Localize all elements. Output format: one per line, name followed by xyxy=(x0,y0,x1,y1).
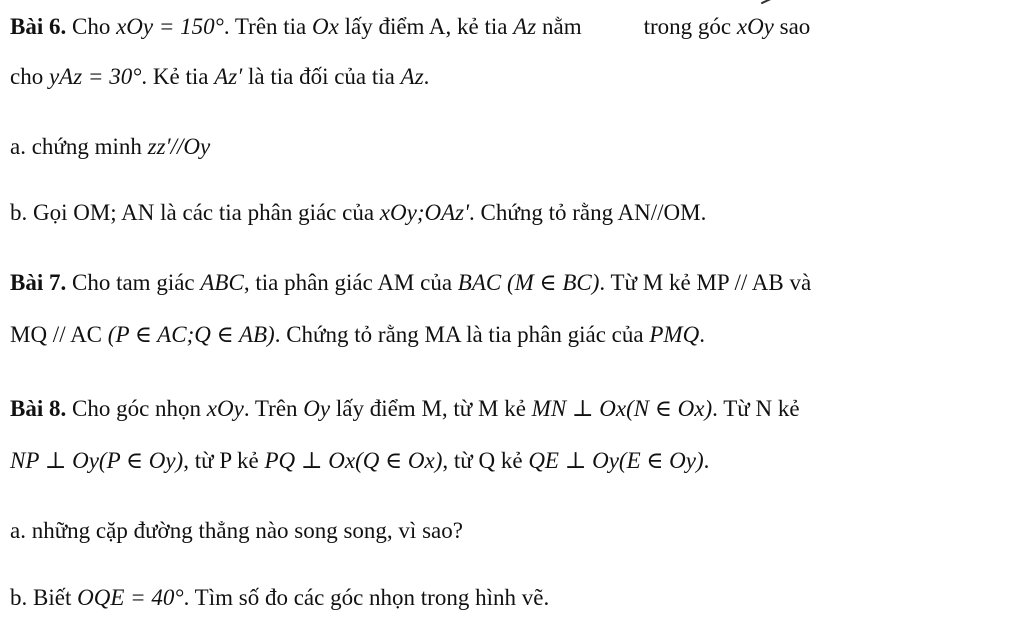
b7-l2-t2: . Chứng tỏ rằng MA là tia phân giác của xyxy=(274,322,650,347)
b6-l1-t4: lấy điểm A, kẻ tia xyxy=(338,14,514,39)
b8-line-2 xyxy=(10,446,709,476)
b7-line-2 xyxy=(10,320,705,350)
b6-a-t0: a. chứng minh xyxy=(10,134,148,159)
b8-l1-m5: MN ⊥ Ox(N ∈ Ox) xyxy=(531,396,713,421)
b8-line-1 xyxy=(10,394,800,424)
b8-l1-t0: Cho góc nhọn xyxy=(66,396,207,421)
b7-l2-t0: MQ // AC xyxy=(10,322,108,347)
b6-line-2 xyxy=(10,62,429,92)
pen-mark xyxy=(761,0,773,10)
b7-l2-m1: (P ∈ AC;Q ∈ AB) xyxy=(107,322,275,347)
b6-l1-t6: nằm xyxy=(536,14,582,39)
b8-l2-m4: QE ⊥ Oy(E ∈ Oy) xyxy=(528,448,704,473)
b6-l1-m1: xOy = 150° xyxy=(116,14,224,39)
b8-b-t0: b. Biết xyxy=(10,585,78,610)
b6-l2-t4: là tia đối của tia xyxy=(242,64,401,89)
b7-l1-t4: . Từ M kẻ MP // AB và xyxy=(599,270,812,295)
b6-part-a xyxy=(10,132,210,162)
b7-l1-m3: BAC (M ∈ BC) xyxy=(457,270,600,295)
b7-l1-t2: , tia phân giác AM của xyxy=(243,270,458,295)
b7-l2-m3: PMQ xyxy=(649,322,700,347)
b6-l1-m8: xOy xyxy=(736,14,774,39)
b8-l2-m2: PQ ⊥ Ox(Q ∈ Ox) xyxy=(264,448,443,473)
b8-l2-m0: NP ⊥ Oy(P ∈ Oy) xyxy=(10,448,184,473)
b6-l1-t9: sao xyxy=(773,14,811,39)
b7-l1-t0: Cho tam giác xyxy=(66,270,201,295)
b6-l1-m5: Az xyxy=(513,14,537,39)
b6-a-m1: zz′//Oy xyxy=(147,134,211,159)
b7-line-1 xyxy=(10,268,811,298)
b8-part-b xyxy=(10,583,549,613)
b6-l1-t0: Cho xyxy=(66,14,117,39)
b6-part-b xyxy=(10,198,706,228)
b8-l1-t6: . Từ N kẻ xyxy=(712,396,800,421)
b8-a-t0: a. những cặp đường thẳng nào song song, vì sao? xyxy=(10,518,463,543)
b7-l2-t4: . xyxy=(699,322,705,347)
b8-l1-m3: Oy xyxy=(303,396,331,421)
b6-line-1 xyxy=(10,12,810,42)
b8-part-a xyxy=(10,516,463,546)
b6-l2-t0: cho xyxy=(10,64,49,89)
b8-l1-t4: lấy điểm M, từ M kẻ xyxy=(330,396,532,421)
b8-l1-m1: xOy xyxy=(206,396,244,421)
b6-l2-m3: Az′ xyxy=(214,64,243,89)
b8-label: Bài 8. xyxy=(10,396,67,421)
b6-l2-m5: Az xyxy=(400,64,424,89)
b8-b-t2: . Tìm số đo các góc nhọn trong hình vẽ. xyxy=(183,585,550,610)
b6-l2-t2: . Kẻ tia xyxy=(141,64,215,89)
b7-label: Bài 7. xyxy=(10,270,67,295)
b6-l2-m1: yAz = 30° xyxy=(48,64,142,89)
b6-l1-t2: . Trên tia xyxy=(223,14,313,39)
b8-l2-t5: . xyxy=(703,448,710,473)
b6-l2-t6: . xyxy=(423,64,430,89)
b6-l1-m3: Ox xyxy=(312,14,339,39)
b8-l1-t2: . Trên xyxy=(243,396,304,421)
b8-l2-t1: , từ P kẻ xyxy=(183,448,265,473)
b6-b-m1: xOy;OAz' xyxy=(379,200,470,225)
b7-l1-m1: ABC xyxy=(200,270,244,295)
b8-b-m1: OQE = 40° xyxy=(77,585,184,610)
b6-b-t0: b. Gọi OM; AN là các tia phân giác của xyxy=(10,200,380,225)
b6-label: Bài 6. xyxy=(10,14,67,39)
b6-b-t2: . Chứng tỏ rằng AN//OM. xyxy=(469,200,707,225)
b6-l1-t7: trong góc xyxy=(643,14,737,39)
b8-l2-t3: , từ Q kẻ xyxy=(442,448,529,473)
